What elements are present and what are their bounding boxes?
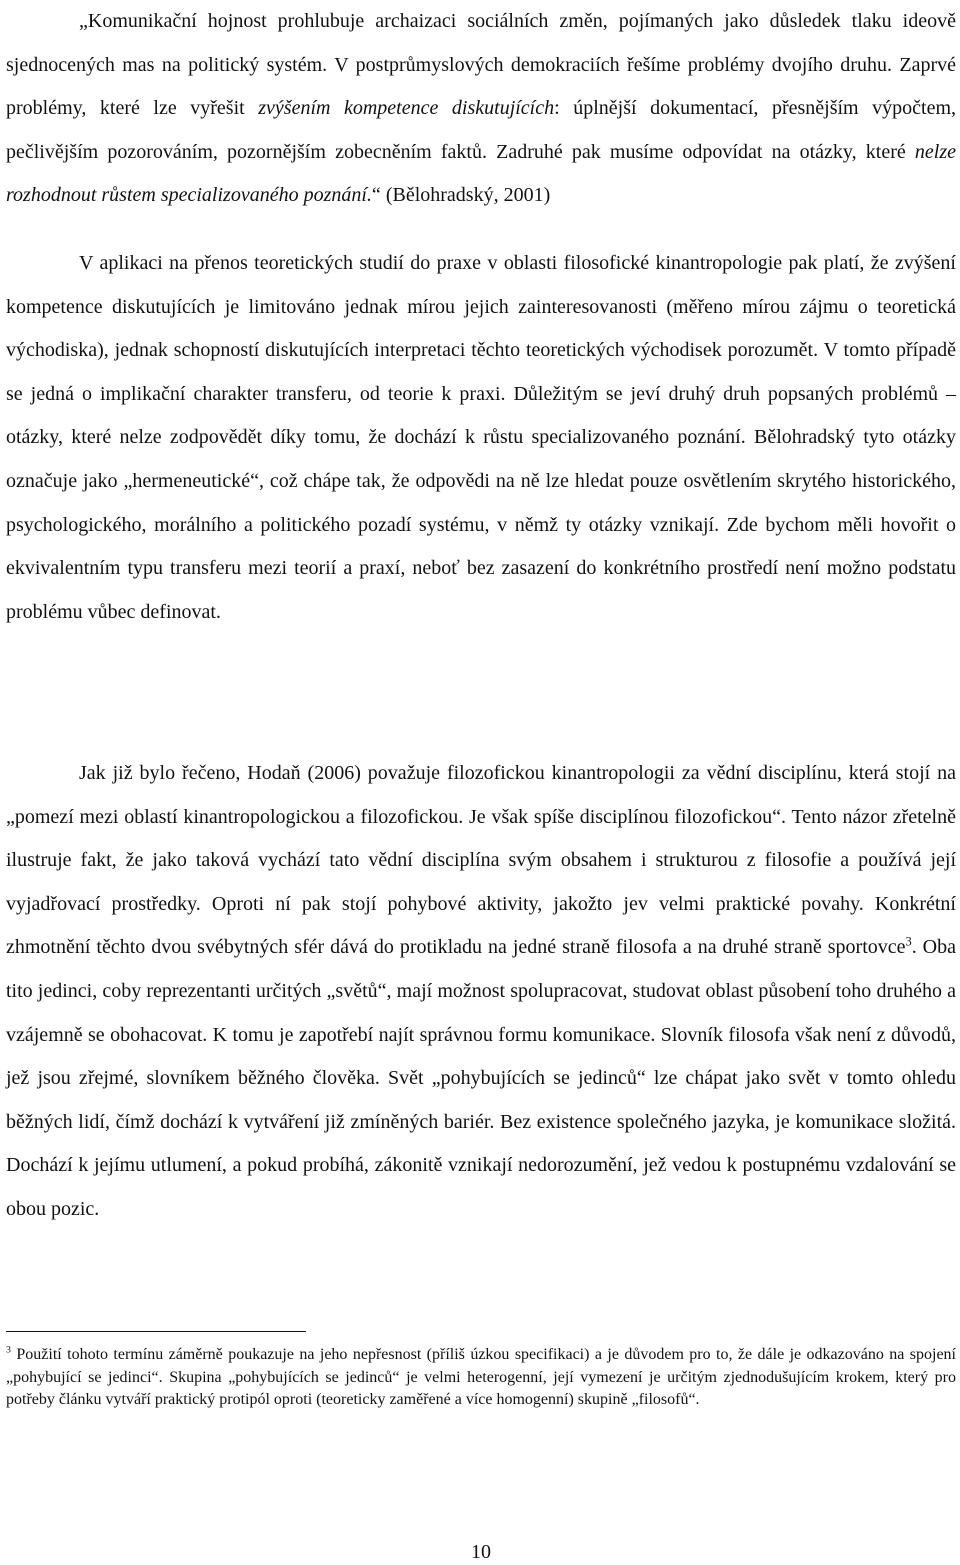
quote-paragraph bbox=[6, 0, 956, 218]
paragraph-third-before-ref: Jak již bylo řečeno, Hodaň (2006) považuje filozofickou kinantropologii za vědní disciplínu, která stojí na „pomezí mezi oblastí kinantropologickou a filozofickou. Je však spíše disciplínou filozofickou“. Tento názor zřetelně ilustruje fakt, že jako taková vychází tato vědní disciplína svým obsahem i strukturou z filosofie a používá její vyjadřovací prostředky. Oproti ní pak stojí pohybové aktivity, jakožto jev velmi praktické povahy. Konkrétní zhmotnění těchto dvou svébytných sfér dává do protikladu na jedné straně filosofa a na druhé straně sportovce bbox=[6, 762, 956, 959]
paragraph-third-after-ref: . Oba tito jedinci, coby reprezentanti určitých „světů“, mají možnost spolupracovat, studovat oblast působení toho druhého a vzájemně se obohacovat. K tomu je zapotřebí najít správnou formu komunikace. Slovník filosofa však není z důvodů, jež jsou zřejmé, slovníkem běžného člověka. Svět „pohybujících se jedinců“ lze chápat jako svět v tomto ohledu běžných lidí, čímž dochází k vytváření již zmíněných bariér. Bez existence společného jazyka, je komunikace složitá. Dochází k jejímu utlumení, a pokud probíhá, zákonitě vznikají nedorozumění, jež vedou k postupnému vzdalování se obou pozic. bbox=[6, 936, 956, 1220]
quote-text-part2: : úplnější dokumentací, přesnějším výpočtem, pečlivějším pozorováním, pozornějším zobecněním faktů. Zadruhé pak musíme odpovídat na otázky, které bbox=[6, 97, 956, 163]
footnote-text: Použití tohoto termínu záměrně poukazuje na jeho nepřesnost (příliš úzkou specifikaci) a je důvodem pro to, že dále je odkazováno na spojení „pohybující se jedinci“. Skupina „pohybujících se jedinců“ je velmi heterogenní, její vymezení je určitým zjednodušujícím krokem, který pro potřeby článku vytváří praktický protipól oproti (teoreticky zaměřené a více homogenní) skupině „filosofů“. bbox=[6, 1346, 956, 1408]
quote-italic-phrase-1: zvýšením kompetence diskutujících bbox=[258, 97, 555, 120]
quote-open-mark: „ bbox=[79, 10, 88, 32]
quote-close-mark: “ bbox=[371, 184, 381, 207]
quote-italic-phrase-2: nelze rozhodnout růstem specializovaného poznání. bbox=[6, 140, 956, 207]
footnote-separator bbox=[6, 1331, 306, 1332]
body-paragraph-third bbox=[6, 752, 956, 1232]
footnote-reference[interactable]: 3 bbox=[905, 934, 912, 949]
footnote-mark: 3 bbox=[6, 1344, 11, 1356]
body-paragraph-main: V aplikaci na přenos teoretických studií do praxe v oblasti filosofické kinantropologie pak platí, že zvýšení kompetence diskutujících je limitováno jednak mírou jejich zainteresovanosti (měřeno mírou zájmu o teoretická východiska), jednak schopností diskutujících interpretaci těchto teoretických východisek porozumět. V tomto případě se jedná o implikační charakter transferu, od teorie k praxi. Důležitým se jeví druhý druh popsaných problémů – otázky, které nelze zodpovědět díky tomu, že dochází k růstu specializovaného poznání. Bělohradský tyto otázky označuje jako „hermeneutické“, což chápe tak, že odpovědi na ně lze hledat pouze osvětlením skrytého historického, psychologického, morálního a politického pozadí systému, v němž ty otázky vznikají. Zde bychom měli hovořit o ekvivalentním typu transferu mezi teorií a praxí, neboť bez zasazení do konkrétního prostředí není možno podstatu problému vůbec definovat. bbox=[6, 252, 956, 623]
page-number: 10 bbox=[471, 1541, 491, 1563]
quote-text-part1: Komunikační hojnost prohlubuje archaizaci sociálních změn, pojímaných jako důsledek tlaku ideově sjednocených mas na politický systém. V postprůmyslových demokraciích řešíme problémy dvojího druhu. Zaprvé problémy, které lze vyřešit bbox=[6, 10, 956, 120]
footnote bbox=[6, 1344, 956, 1412]
document-page bbox=[6, 0, 956, 1565]
quote-citation: (Bělohradský, 2001) bbox=[380, 184, 551, 207]
